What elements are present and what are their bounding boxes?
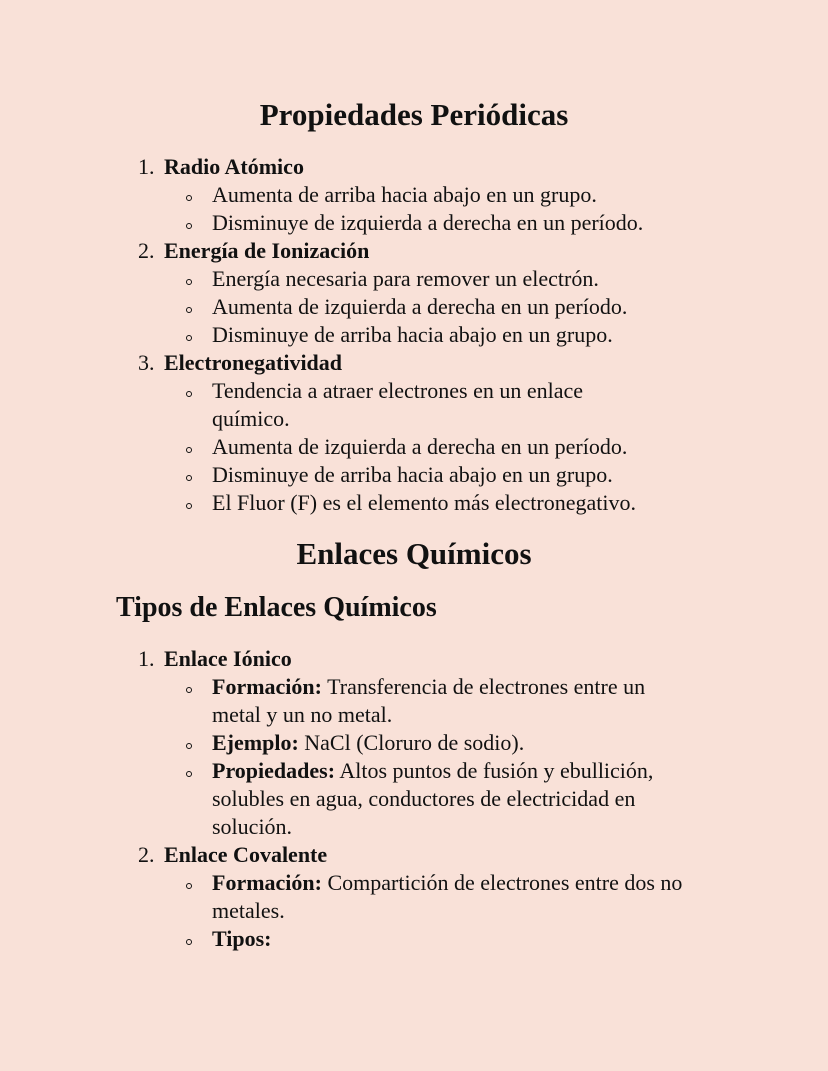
bullet-text: Disminuye de arriba hacia abajo en un grupo. xyxy=(212,322,613,347)
sub-list-item xyxy=(212,209,758,237)
sub-list-item xyxy=(212,433,758,461)
bullet-text: Energía necesaria para remover un electrón. xyxy=(212,266,599,291)
bullet-text: El Fluor (F) es el elemento más electronegativo. xyxy=(212,490,636,515)
bullet-label: Ejemplo: xyxy=(212,730,299,755)
sub-list-item xyxy=(212,265,758,293)
list-item-enlace-ionico xyxy=(138,645,758,841)
bullet-text: Disminuye de arriba hacia abajo en un grupo. xyxy=(212,462,613,487)
circle-bullet-icon xyxy=(186,447,192,453)
item-number: 1. xyxy=(138,646,155,671)
circle-bullet-icon xyxy=(186,771,192,777)
item-heading: Enlace Iónico xyxy=(164,646,292,671)
sub-list-item xyxy=(212,321,758,349)
circle-bullet-icon xyxy=(186,195,192,201)
list-item-electronegatividad xyxy=(138,349,758,517)
subsection-title-tipos: Tipos de Enlaces Químicos xyxy=(116,592,437,623)
sub-list xyxy=(138,869,758,953)
circle-bullet-icon xyxy=(186,307,192,313)
item-number: 3. xyxy=(138,350,155,375)
bullet-text: Aumenta de arriba hacia abajo en un grupo. xyxy=(212,182,597,207)
sub-list-item xyxy=(212,757,758,841)
item-number: 2. xyxy=(138,238,155,263)
circle-bullet-icon xyxy=(186,223,192,229)
bullet-text: Transferencia de electrones entre un metal y un no metal. xyxy=(212,674,646,727)
bullet-label: Tipos: xyxy=(212,926,272,951)
sub-list-item xyxy=(212,489,758,517)
sub-list-item xyxy=(212,925,758,953)
sub-list xyxy=(138,377,758,517)
bullet-text: NaCl (Cloruro de sodio). xyxy=(298,730,525,755)
bullet-text: Altos puntos de fusión y ebullición, solubles en agua, conductores de electricidad en solución. xyxy=(212,758,654,839)
circle-bullet-icon xyxy=(186,475,192,481)
bullet-text: Compartición de electrones entre dos no metales. xyxy=(212,870,683,923)
sub-list-item xyxy=(212,673,758,729)
circle-bullet-icon xyxy=(186,743,192,749)
sub-list-item xyxy=(212,869,758,925)
bullet-text: Aumenta de izquierda a derecha en un período. xyxy=(212,434,628,459)
circle-bullet-icon xyxy=(186,391,192,397)
sub-list-item xyxy=(212,293,758,321)
section-title-enlaces: Enlaces Químicos xyxy=(296,536,532,571)
bullet-text: Aumenta de izquierda a derecha en un período. xyxy=(212,294,628,319)
list-item-enlace-covalente xyxy=(138,841,758,953)
item-number: 2. xyxy=(138,842,155,867)
sub-list-item xyxy=(212,181,758,209)
sub-list-item xyxy=(212,377,758,433)
sub-list-item xyxy=(212,729,758,757)
item-heading: Energía de Ionización xyxy=(164,238,370,263)
list-item-energia-ionizacion xyxy=(138,237,758,349)
sub-list-item xyxy=(212,461,758,489)
circle-bullet-icon xyxy=(186,883,192,889)
list-enlaces xyxy=(138,645,758,953)
circle-bullet-icon xyxy=(186,279,192,285)
circle-bullet-icon xyxy=(186,503,192,509)
circle-bullet-icon xyxy=(186,687,192,693)
bullet-text: Disminuye de izquierda a derecha en un período. xyxy=(212,210,644,235)
item-heading: Enlace Covalente xyxy=(164,842,328,867)
bullet-text: Tendencia a atraer electrones en un enlace químico. xyxy=(212,378,584,431)
sub-list xyxy=(138,181,758,237)
bullet-label: Propiedades: xyxy=(212,758,336,783)
item-heading: Electronegatividad xyxy=(164,350,343,375)
circle-bullet-icon xyxy=(186,335,192,341)
sub-list xyxy=(138,265,758,349)
item-number: 1. xyxy=(138,154,155,179)
item-heading: Radio Atómico xyxy=(164,154,304,179)
section-title-propiedades: Propiedades Periódicas xyxy=(259,97,569,132)
circle-bullet-icon xyxy=(186,939,192,945)
sub-list xyxy=(138,673,758,841)
bullet-label: Formación: xyxy=(212,674,322,699)
list-item-radio-atomico xyxy=(138,153,758,237)
bullet-label: Formación: xyxy=(212,870,322,895)
list-propiedades xyxy=(138,153,758,517)
